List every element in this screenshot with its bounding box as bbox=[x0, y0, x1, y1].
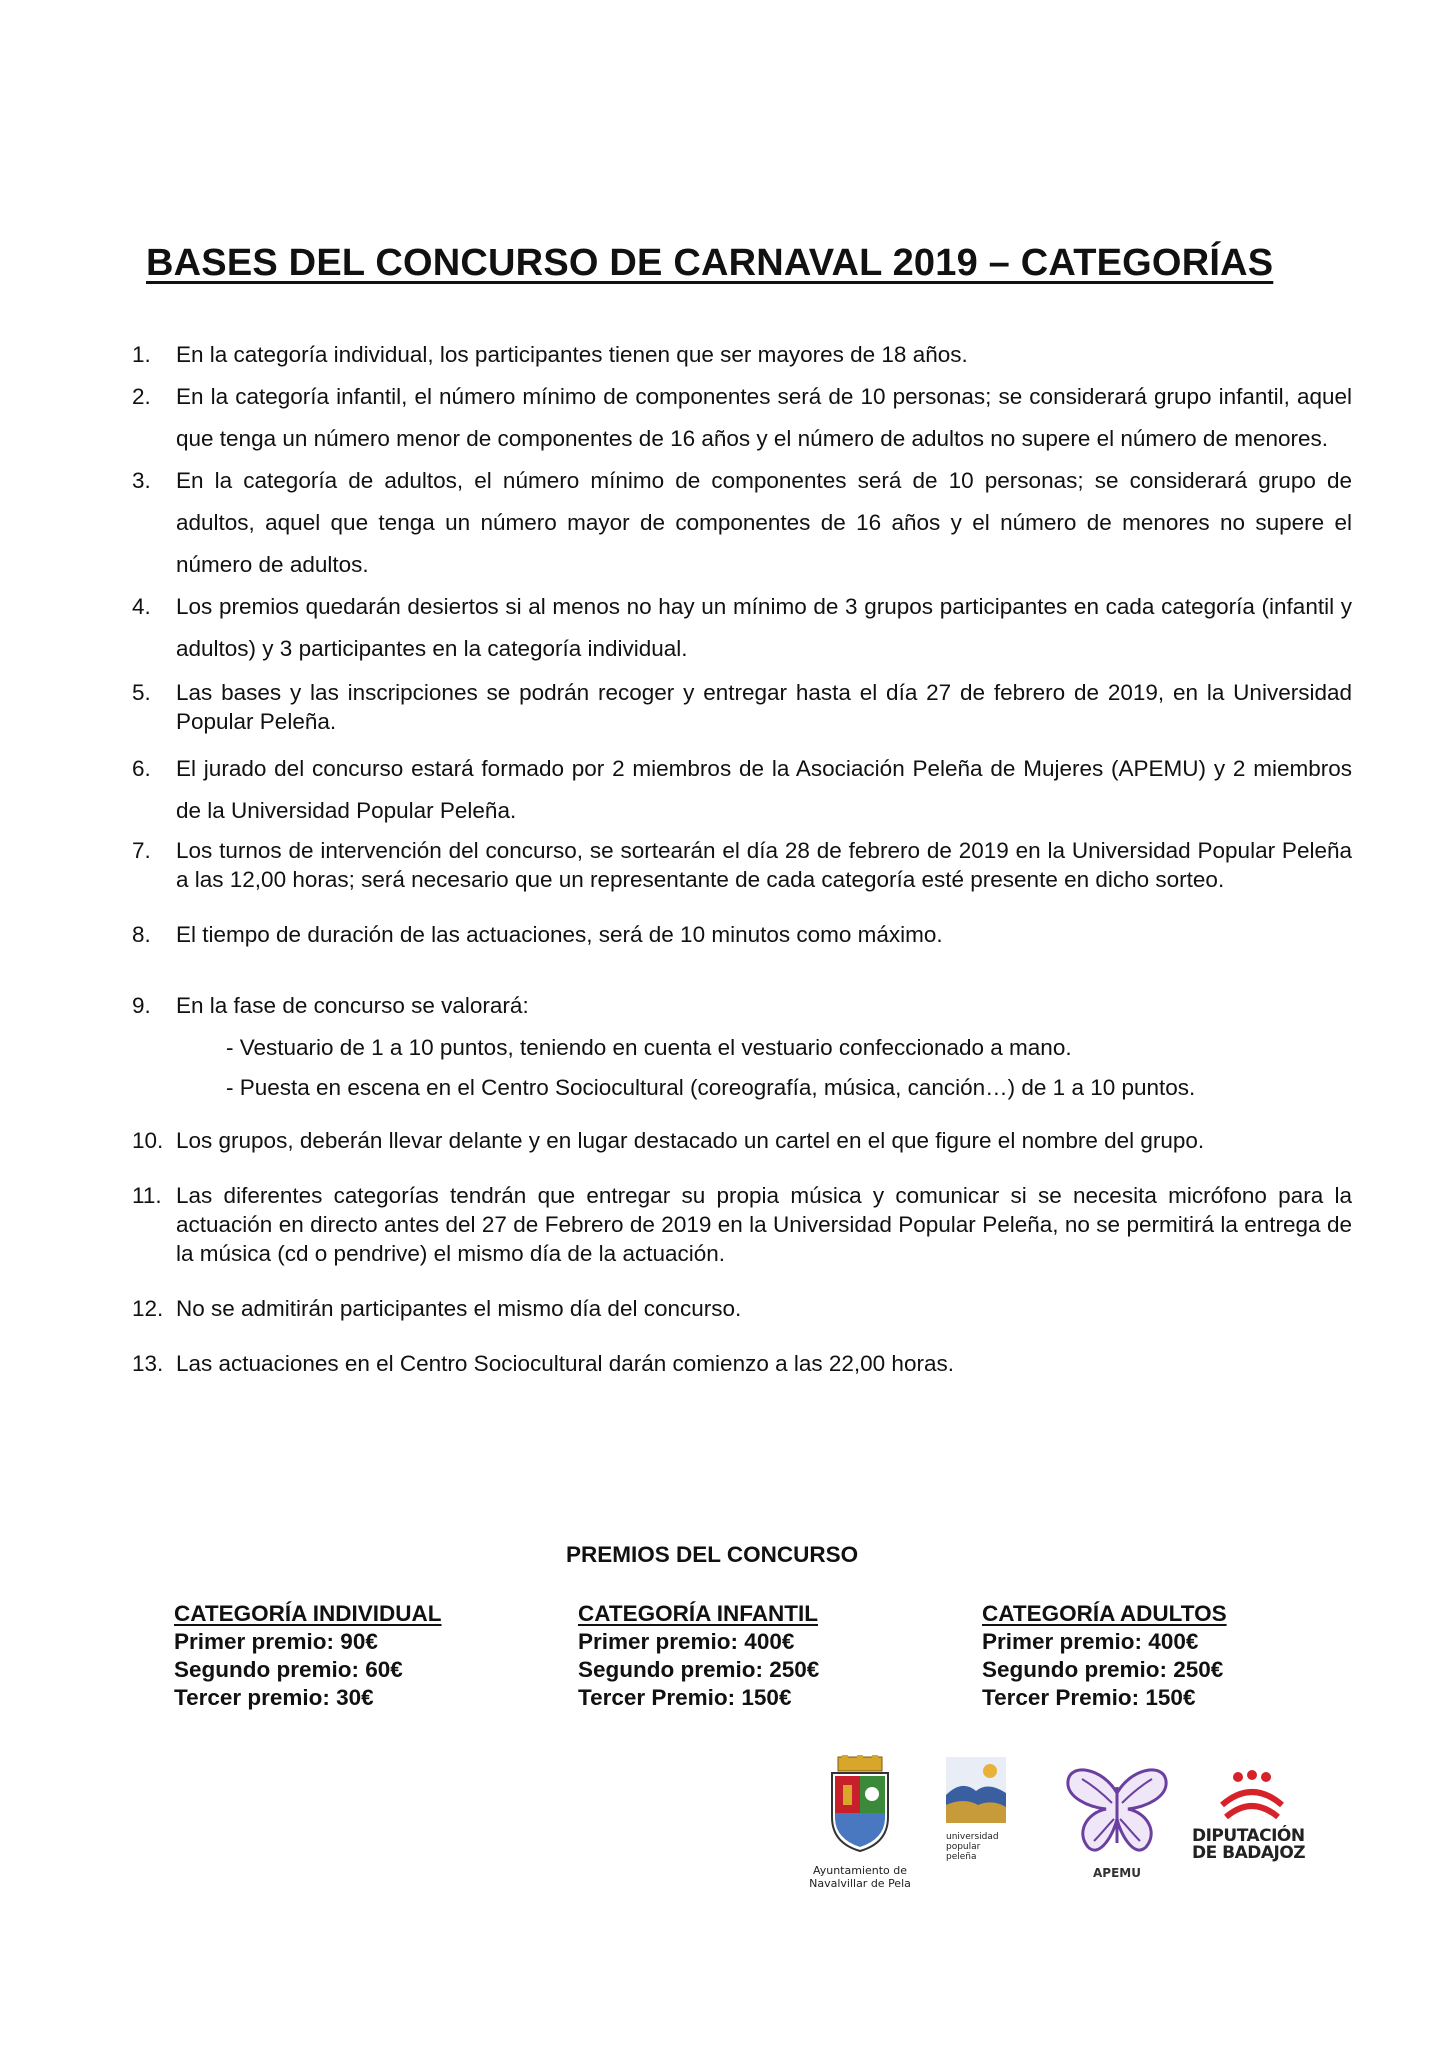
rule-number: 6. bbox=[132, 756, 151, 781]
universidad-caption-line3: peleña bbox=[946, 1852, 977, 1862]
rule-number: 12. bbox=[132, 1296, 164, 1321]
prize-line: Segundo premio: 250€ bbox=[578, 1657, 820, 1682]
rule-text: El jurado del concurso estará formado por 2 miembros de la Asociación Peleña de Mujeres (APEMU) y 2 miembros de la Universidad Popular Peleña. bbox=[176, 756, 1352, 823]
prize-line: Tercer Premio: 150€ bbox=[578, 1685, 792, 1710]
rule-text: Las diferentes categorías tendrán que entregar su propia música y comunicar si se necesita micrófono para la actuación en directo antes del 27 de Febrero de 2019 en la Universidad Popular Peleña, no se permitirá la entrega de la música (cd o pendrive) el mismo día de la actuación. bbox=[176, 1183, 1352, 1266]
rule-text: El tiempo de duración de las actuaciones, será de 10 minutos como máximo. bbox=[176, 922, 943, 947]
rule-item bbox=[132, 1294, 1352, 1323]
rule-text: Los premios quedarán desiertos si al menos no hay un mínimo de 3 grupos participantes en cada categoría (infantil y adultos) y 3 participantes en la categoría individual. bbox=[176, 594, 1352, 661]
rule-item bbox=[132, 376, 1352, 460]
prize-line: Tercer Premio: 150€ bbox=[982, 1685, 1196, 1710]
rule-number: 11. bbox=[132, 1183, 162, 1208]
rule-number: 1. bbox=[132, 342, 151, 367]
prize-line: Tercer premio: 30€ bbox=[174, 1685, 374, 1710]
ayuntamiento-caption-line1: Ayuntamiento de bbox=[812, 1864, 908, 1877]
diputacion-emblem-icon bbox=[1192, 1769, 1312, 1823]
landscape-icon bbox=[944, 1755, 1008, 1825]
universidad-logo bbox=[944, 1755, 1008, 1885]
prize-heading: CATEGORÍA INFANTIL bbox=[578, 1601, 818, 1626]
butterfly-icon bbox=[1062, 1763, 1172, 1859]
apemu-caption: APEMU bbox=[1093, 1866, 1141, 1880]
document-title: BASES DEL CONCURSO DE CARNAVAL 2019 – CATEGORÍAS bbox=[146, 242, 1274, 284]
rule-text: No se admitirán participantes el mismo día del concurso. bbox=[176, 1296, 742, 1321]
rule-number: 8. bbox=[132, 922, 151, 947]
rule-item bbox=[132, 678, 1352, 736]
ayuntamiento-caption-line2: Navalvillar de Pela bbox=[809, 1877, 911, 1890]
prize-line: Primer premio: 400€ bbox=[982, 1629, 1199, 1654]
rule-text: Las actuaciones en el Centro Sociocultural darán comienzo a las 22,00 horas. bbox=[176, 1351, 954, 1376]
rule-subitem: - Vestuario de 1 a 10 puntos, teniendo en cuenta el vestuario confeccionado a mano. bbox=[226, 1035, 1072, 1060]
rule-text: En la fase de concurso se valorará: bbox=[176, 993, 529, 1018]
rules-list bbox=[132, 334, 1352, 1378]
rule-item bbox=[132, 1349, 1352, 1378]
diputacion-caption-line1: DIPUTACIÓN bbox=[1192, 1826, 1305, 1846]
diputacion-caption-line2: DE BADAJOZ bbox=[1192, 1843, 1306, 1863]
prize-column-infantil bbox=[578, 1600, 819, 1712]
rule-number: 9. bbox=[132, 993, 151, 1018]
rule-item bbox=[132, 920, 1352, 949]
ayuntamiento-logo bbox=[800, 1755, 920, 1895]
rule-item bbox=[132, 1126, 1352, 1155]
rule-item bbox=[132, 334, 1352, 376]
rule-text: En la categoría infantil, el número mínimo de componentes será de 10 personas; se considerará grupo infantil, aquel que tenga un número menor de componentes de 16 años y el número de adultos no supere el número de menores. bbox=[176, 384, 1352, 451]
rule-item bbox=[132, 1181, 1352, 1268]
rule-item bbox=[132, 460, 1352, 586]
prize-heading: CATEGORÍA INDIVIDUAL bbox=[174, 1601, 442, 1626]
prize-line: Primer premio: 400€ bbox=[578, 1629, 795, 1654]
rule-number: 5. bbox=[132, 680, 151, 705]
prize-line: Primer premio: 90€ bbox=[174, 1629, 378, 1654]
universidad-caption-line2: popular bbox=[946, 1842, 981, 1852]
prize-column-adultos bbox=[982, 1600, 1227, 1712]
rule-item bbox=[132, 586, 1352, 670]
rule-item bbox=[132, 836, 1352, 894]
rule-number: 7. bbox=[132, 838, 151, 863]
town-crest-icon bbox=[800, 1755, 920, 1855]
rule-number: 13. bbox=[132, 1351, 164, 1376]
rule-subitem: - Puesta en escena en el Centro Sociocultural (coreografía, música, canción…) de 1 a 10 puntos. bbox=[226, 1075, 1196, 1100]
rule-text: Los turnos de intervención del concurso, se sortearán el día 28 de febrero de 2019 en la Universidad Popular Peleña a las 12,00 horas; será necesario que un representante de cada categoría esté presente en dicho sorteo. bbox=[176, 838, 1352, 892]
prize-column-individual bbox=[174, 1600, 442, 1712]
rule-text: Los grupos, deberán llevar delante y en lugar destacado un cartel en el que figure el nombre del grupo. bbox=[176, 1128, 1205, 1153]
sponsor-logos bbox=[0, 1755, 1448, 1895]
universidad-caption-line1: universidad bbox=[946, 1832, 999, 1842]
rule-item bbox=[132, 748, 1352, 832]
rule-number: 3. bbox=[132, 468, 151, 493]
prize-heading: CATEGORÍA ADULTOS bbox=[982, 1601, 1227, 1626]
prize-line: Segundo premio: 60€ bbox=[174, 1657, 403, 1682]
rule-number: 2. bbox=[132, 384, 151, 409]
rule-text: En la categoría individual, los participantes tienen que ser mayores de 18 años. bbox=[176, 342, 968, 367]
rule-number: 10. bbox=[132, 1128, 164, 1153]
rule-item bbox=[132, 991, 1352, 1108]
rule-text: En la categoría de adultos, el número mínimo de componentes será de 10 personas; se considerará grupo de adultos, aquel que tenga un número mayor de componentes de 16 años y el número de menores no supere el número de adultos. bbox=[176, 468, 1352, 577]
rule-number: 4. bbox=[132, 594, 151, 619]
rule-text: Las bases y las inscripciones se podrán recoger y entregar hasta el día 27 de febrero de 2019, en la Universidad Popular Peleña. bbox=[176, 680, 1352, 734]
diputacion-logo bbox=[1192, 1769, 1312, 1879]
prize-line: Segundo premio: 250€ bbox=[982, 1657, 1224, 1682]
apemu-logo bbox=[1062, 1763, 1172, 1893]
prizes-title: PREMIOS DEL CONCURSO bbox=[566, 1542, 859, 1567]
